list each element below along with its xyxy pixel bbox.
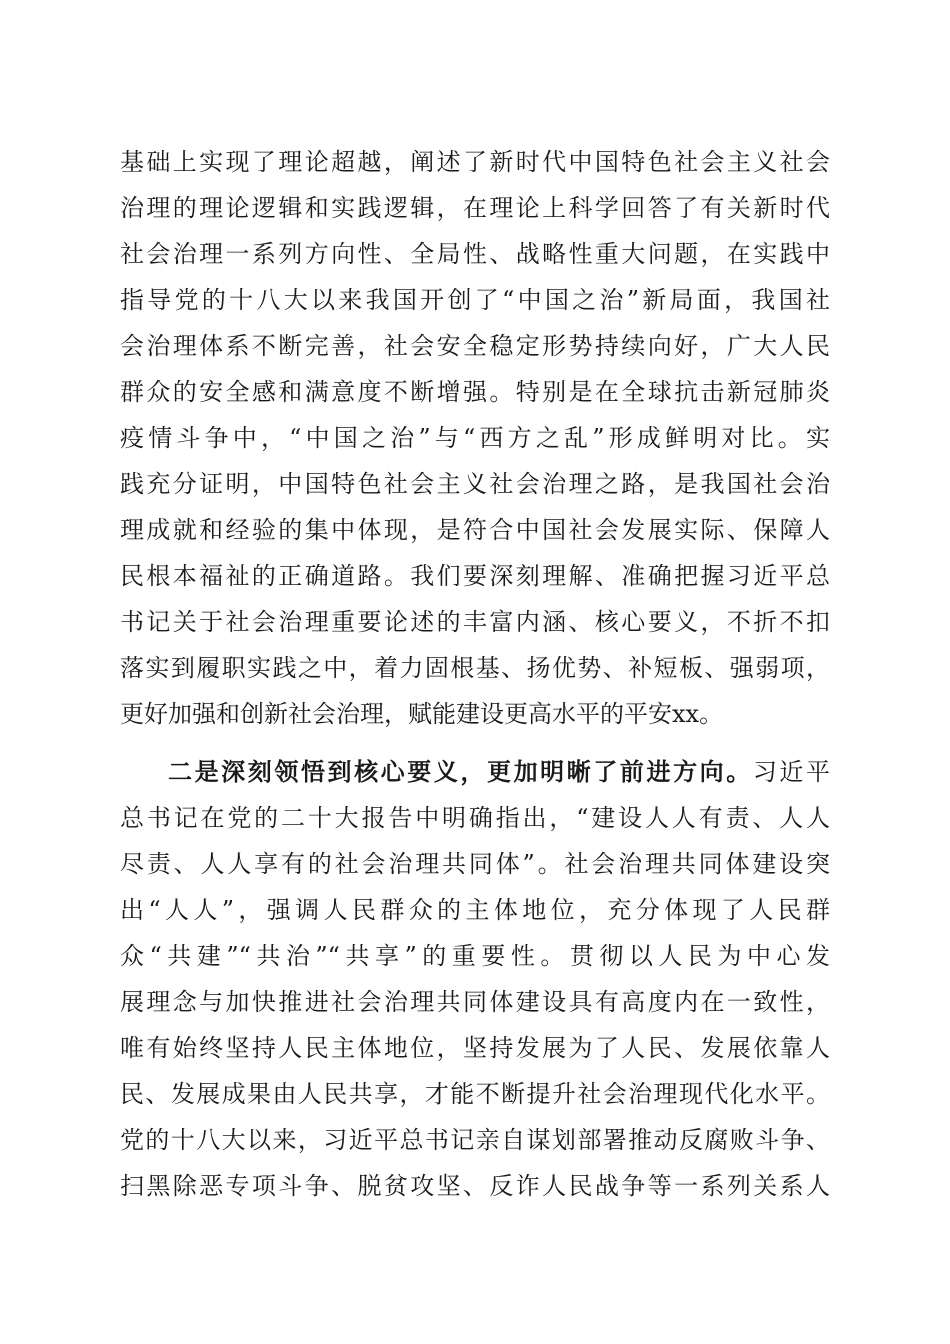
text-line: 民根本福祉的正确道路。我们要深刻理解、准确把握习近平总 <box>120 562 830 590</box>
text-line: 基础上实现了理论超越，阐述了新时代中国特色社会主义社会 <box>120 148 830 176</box>
paragraph-heading-line <box>120 749 830 795</box>
text-line: 尽责、人人享有的社会治理共同体”。社会治理共同体建设突 <box>120 850 830 878</box>
text-line: 理成就和经验的集中体现，是符合中国社会发展实际、保障人 <box>120 516 830 544</box>
text-line: 社会治理一系列方向性、全局性、战略性重大问题，在实践中 <box>120 240 830 268</box>
text-line: 更好加强和创新社会治理，赋能建设更高水平的平安xx。 <box>120 700 724 728</box>
text-line: 总书记在党的二十大报告中明确指出，“建设人人有责、人人 <box>120 804 830 832</box>
text-line: 出“人人”，强调人民群众的主体地位，充分体现了人民群 <box>120 896 830 924</box>
text-line: 会治理体系不断完善，社会安全稳定形势持续向好，广大人民 <box>120 332 830 360</box>
text-line: 疫情斗争中，“中国之治”与“西方之乱”形成鲜明对比。实 <box>120 424 830 452</box>
text-line: 指导党的十八大以来我国开创了“中国之治”新局面，我国社 <box>120 286 830 314</box>
paragraph-heading: 二是深刻领悟到核心要义，更加明晰了前进方向。 <box>168 757 753 786</box>
document-body <box>120 139 830 1209</box>
text-line: 扫黑除恶专项斗争、脱贫攻坚、反诈人民战争等一系列关系人 <box>120 1172 830 1200</box>
text-line: 落实到履职实践之中，着力固根基、扬优势、补短板、强弱项， <box>120 654 830 682</box>
text-line: 民、发展成果由人民共享，才能不断提升社会治理现代化水平。 <box>120 1080 830 1108</box>
text-span: 习近平 <box>752 758 831 786</box>
text-line: 治理的理论逻辑和实践逻辑，在理论上科学回答了有关新时代 <box>120 194 830 222</box>
text-line: 书记关于社会治理重要论述的丰富内涵、核心要义，不折不扣 <box>120 608 830 636</box>
text-line: 群众的安全感和满意度不断增强。特别是在全球抗击新冠肺炎 <box>120 378 830 406</box>
text-line: 党的十八大以来，习近平总书记亲自谋划部署推动反腐败斗争、 <box>120 1126 830 1154</box>
text-line: 众“共建”“共治”“共享”的重要性。贯彻以人民为中心发 <box>120 942 830 970</box>
text-line: 唯有始终坚持人民主体地位，坚持发展为了人民、发展依靠人 <box>120 1034 830 1062</box>
text-line: 践充分证明，中国特色社会主义社会治理之路，是我国社会治 <box>120 470 830 498</box>
text-line: 展理念与加快推进社会治理共同体建设具有高度内在一致性， <box>120 988 830 1016</box>
